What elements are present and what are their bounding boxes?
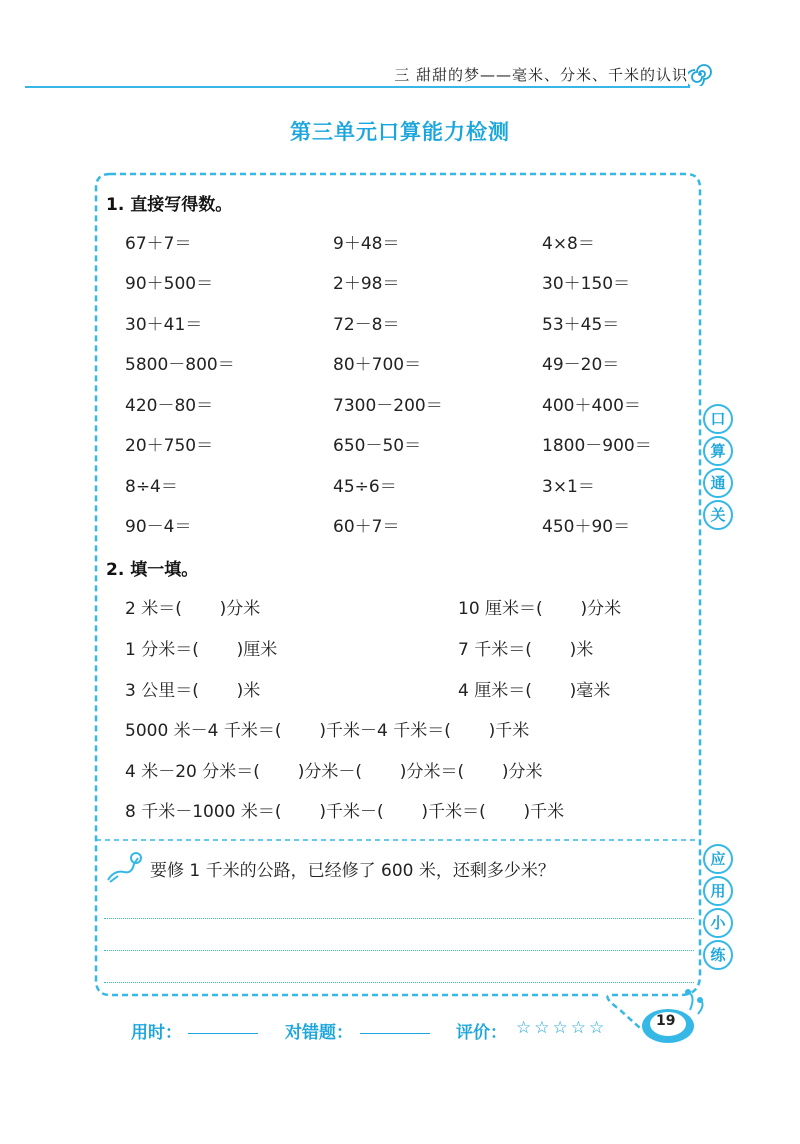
page-number: 19 [656,1013,676,1029]
page-title: 第三单元口算能力检测 [290,120,510,144]
expr: 3×1＝ [542,477,595,497]
fill-item: 3 公里＝( )米 [125,681,261,701]
section1-heading: 1. 直接写得数。 [106,195,233,215]
answer-line[interactable] [104,950,694,951]
answer-line[interactable] [104,918,694,919]
fill-item: 4 厘米＝( )毫米 [458,681,611,701]
time-label: 用时： [131,1023,182,1043]
section2-heading: 2. 填一填。 [106,560,199,580]
expr: 80＋700＝ [333,355,422,375]
expr: 20＋750＝ [125,436,214,456]
answer-line[interactable] [104,982,694,983]
word-problem: 要修 1 千米的公路，已经修了 600 米，还剩多少米？ [150,861,555,881]
expr: 67＋7＝ [125,234,192,254]
rating-label: 评价： [456,1023,507,1043]
expr: 60＋7＝ [333,517,400,537]
expr: 1800－900＝ [542,436,652,456]
fill-item-long: 8 千米－1000 米＝( )千米－( )千米＝( )千米 [125,802,565,822]
expr: 30＋150＝ [542,274,631,294]
expr: 49－20＝ [542,355,620,375]
pencil-icon [104,850,144,886]
tab-calc-char: 算 [703,436,733,466]
tab-apply-char: 用 [703,876,733,906]
fill-item: 10 厘米＝( )分米 [458,599,622,619]
tab-calc-char: 关 [703,500,733,530]
expr: 650－50＝ [333,436,422,456]
expr: 30＋41＝ [125,315,203,335]
chapter-header: 三 甜甜的梦——毫米、分米、千米的认识 [394,66,688,84]
expr: 45÷6＝ [333,477,397,497]
expr: 4×8＝ [542,234,595,254]
time-blank[interactable] [188,1033,258,1034]
expr: 9＋48＝ [333,234,400,254]
expr: 2＋98＝ [333,274,400,294]
expr: 90＋500＝ [125,274,214,294]
expr: 400＋400＝ [542,396,641,416]
expr: 420－80＝ [125,396,214,416]
expr: 72－8＝ [333,315,400,335]
errors-blank[interactable] [360,1033,430,1034]
expr: 7300－200＝ [333,396,443,416]
fill-item: 7 千米＝( )米 [458,640,594,660]
fill-item-long: 4 米－20 分米＝( )分米－( )分米＝( )分米 [125,762,543,782]
tab-apply-char: 小 [703,908,733,938]
expr: 5800－800＝ [125,355,235,375]
tab-calc-char: 口 [703,404,733,434]
tab-apply-char: 练 [703,940,733,970]
expr: 8÷4＝ [125,477,178,497]
errors-label: 对错题： [285,1023,353,1043]
fill-item: 2 米＝( )分米 [125,599,261,619]
tab-apply-char: 应 [703,844,733,874]
expr: 90－4＝ [125,517,192,537]
rating-stars[interactable]: ☆☆☆☆☆ [516,1018,608,1038]
expr: 53＋45＝ [542,315,620,335]
fill-item-long: 5000 米－4 千米＝( )千米－4 千米＝( )千米 [125,721,530,741]
tab-calc-char: 通 [703,468,733,498]
expr: 450＋90＝ [542,517,631,537]
fill-item: 1 分米＝( )厘米 [125,640,278,660]
